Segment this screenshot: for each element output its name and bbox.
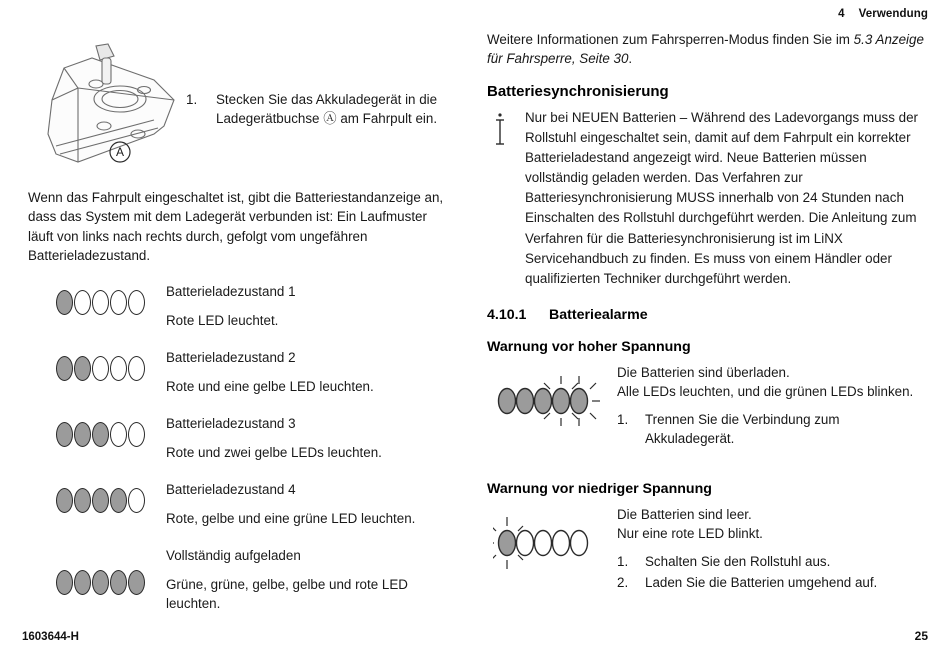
heading-high-voltage-warning: Warnung vor hoher Spannung	[487, 338, 691, 355]
step-index: 2.	[617, 575, 629, 591]
led-state-title: Batterieladezustand 4	[166, 481, 296, 497]
warning-line-2: Alle LEDs leuchten, und die grünen LEDs blinken.	[617, 384, 914, 400]
list-item	[617, 552, 927, 571]
led-3	[92, 488, 109, 513]
low-voltage-warning-block	[487, 505, 927, 601]
led-state-title: Batterieladezustand 1	[166, 283, 296, 299]
led-5	[128, 488, 145, 513]
led-3	[92, 422, 109, 447]
section-title: Batteriealarme	[549, 306, 648, 323]
step-text: Laden Sie die Batterien umgehend auf.	[645, 575, 878, 591]
led-indicator-graphic	[56, 422, 145, 447]
led-state-description: Rote, gelbe und eine grüne LED leuchten.	[166, 510, 416, 526]
led-state-description: Rote LED leuchtet.	[166, 312, 279, 328]
step-text: Trennen Sie die Verbindung zum Akkuladegerät.	[645, 411, 840, 447]
high-voltage-warning-text	[617, 363, 927, 449]
step-index: 1.	[186, 92, 198, 107]
heading-low-voltage-warning: Warnung vor niedriger Spannung	[487, 480, 712, 497]
led-5	[128, 422, 145, 447]
led-state-title: Vollständig aufgeladen	[166, 547, 301, 563]
high-voltage-warning-block	[487, 363, 927, 459]
led-state-row	[28, 482, 458, 542]
led-5	[128, 290, 145, 315]
led-state-title: Batterieladezustand 3	[166, 415, 296, 431]
figure-callout-a: A	[115, 145, 125, 159]
led-1	[56, 570, 73, 595]
led-state-list	[28, 284, 458, 614]
led-indicator-graphic	[56, 570, 145, 595]
warning-line-2: Nur eine rote LED blinkt.	[617, 526, 763, 542]
led-5	[128, 570, 145, 595]
step-index: 1.	[617, 553, 629, 569]
led-1	[56, 488, 73, 513]
step-text: Stecken Sie das Akkuladegerät in die Ladegerätbuchse Ⓐ am Fahrpult ein.	[216, 92, 438, 127]
section-heading-4-10-1	[487, 307, 927, 323]
joystick-controller-illustration	[34, 42, 184, 177]
warning-line-1: Die Batterien sind überladen.	[617, 364, 790, 380]
led-state-description: Grüne, grüne, gelbe, gelbe und rote LED leuchten.	[166, 576, 408, 611]
led-indicator-graphic	[56, 488, 145, 513]
led-state-row	[28, 548, 458, 614]
led-state-title: Batterieladezustand 2	[166, 349, 296, 365]
led-state-row	[28, 416, 458, 476]
intro-step-1	[186, 90, 458, 129]
led-4	[110, 422, 127, 447]
led-4	[110, 488, 127, 513]
intro-figure-row	[28, 36, 458, 176]
led-indicator-graphic	[56, 356, 145, 381]
led-state-row	[28, 284, 458, 344]
section-number: 4.10.1	[487, 306, 527, 323]
charging-paragraph: Wenn das Fahrpult eingeschaltet ist, gibt die Batteriestandanzeige an, dass das System mit dem Ladegerät verbunden ist: Ein Laufmuster läuft von links nach rechts durch, gefolgt vom ungefähren Batterieladezustand.	[28, 190, 444, 264]
low-voltage-warning-text	[617, 505, 927, 593]
low-voltage-steps	[617, 552, 927, 593]
led-4	[110, 356, 127, 381]
led-1	[56, 422, 73, 447]
step-index: 1.	[617, 411, 629, 427]
led-4	[110, 570, 127, 595]
right-column	[487, 30, 927, 601]
info-icon	[487, 108, 513, 289]
step-text: Schalten Sie den Rollstuhl aus.	[645, 553, 831, 569]
heading-battery-synchronisation: Batteriesynchronisierung	[487, 82, 669, 100]
cross-reference-link[interactable]: 5.3 Anzeige für Fahrsperre, Seite 30	[487, 32, 924, 67]
high-voltage-steps	[617, 410, 927, 449]
cross-reference-tail: .	[628, 51, 633, 67]
footer-document-number: 1603644-H	[22, 631, 79, 643]
header-chapter-title: Verwendung	[858, 8, 928, 20]
footer-page-number: 25	[914, 629, 928, 643]
led-indicator-graphic-low-voltage	[493, 513, 615, 578]
led-3	[92, 570, 109, 595]
list-item	[617, 410, 927, 449]
led-2	[74, 356, 91, 381]
left-column	[28, 36, 458, 619]
led-2	[74, 488, 91, 513]
led-4	[110, 290, 127, 315]
led-state-description: Rote und eine gelbe LED leuchten.	[166, 378, 374, 394]
led-2	[74, 422, 91, 447]
led-1	[56, 356, 73, 381]
list-item	[617, 573, 927, 592]
page-header	[838, 8, 928, 20]
info-note-text: Nur bei NEUEN Batterien – Während des Ladevorgangs muss der Rollstuhl eingeschaltet sein, damit auf dem Fahrpult ein korrekter Batterieladestand angezeigt wird. Neue Batterien müssen vollständig geladen werden. Das Verfahren zur Batteriesynchronisierung MUSS innerhalb von 24 Stunden nach Einschalten des Rollstuhl durchgeführt werden. Die Anleitung zum Verfahren für die Batteriesynchronisierung ist im LiNX Servicehandbuch zu finden. Es muss von einem Händler oder qualifizierten Techniker durchgeführt werden.	[525, 109, 918, 286]
led-state-row	[28, 350, 458, 410]
led-3	[92, 290, 109, 315]
led-1	[56, 290, 73, 315]
led-3	[92, 356, 109, 381]
info-note	[487, 108, 927, 289]
led-2	[74, 570, 91, 595]
warning-line-1: Die Batterien sind leer.	[617, 506, 752, 522]
led-5	[128, 356, 145, 381]
led-2	[74, 290, 91, 315]
led-indicator-graphic-high-voltage	[493, 371, 615, 436]
header-chapter-number: 4	[838, 8, 845, 20]
cross-reference-paragraph	[487, 30, 927, 69]
cross-reference-lead: Weitere Informationen zum Fahrsperren-Modus finden Sie im	[487, 32, 854, 47]
led-state-description: Rote und zwei gelbe LEDs leuchten.	[166, 444, 382, 460]
led-indicator-graphic	[56, 290, 145, 315]
